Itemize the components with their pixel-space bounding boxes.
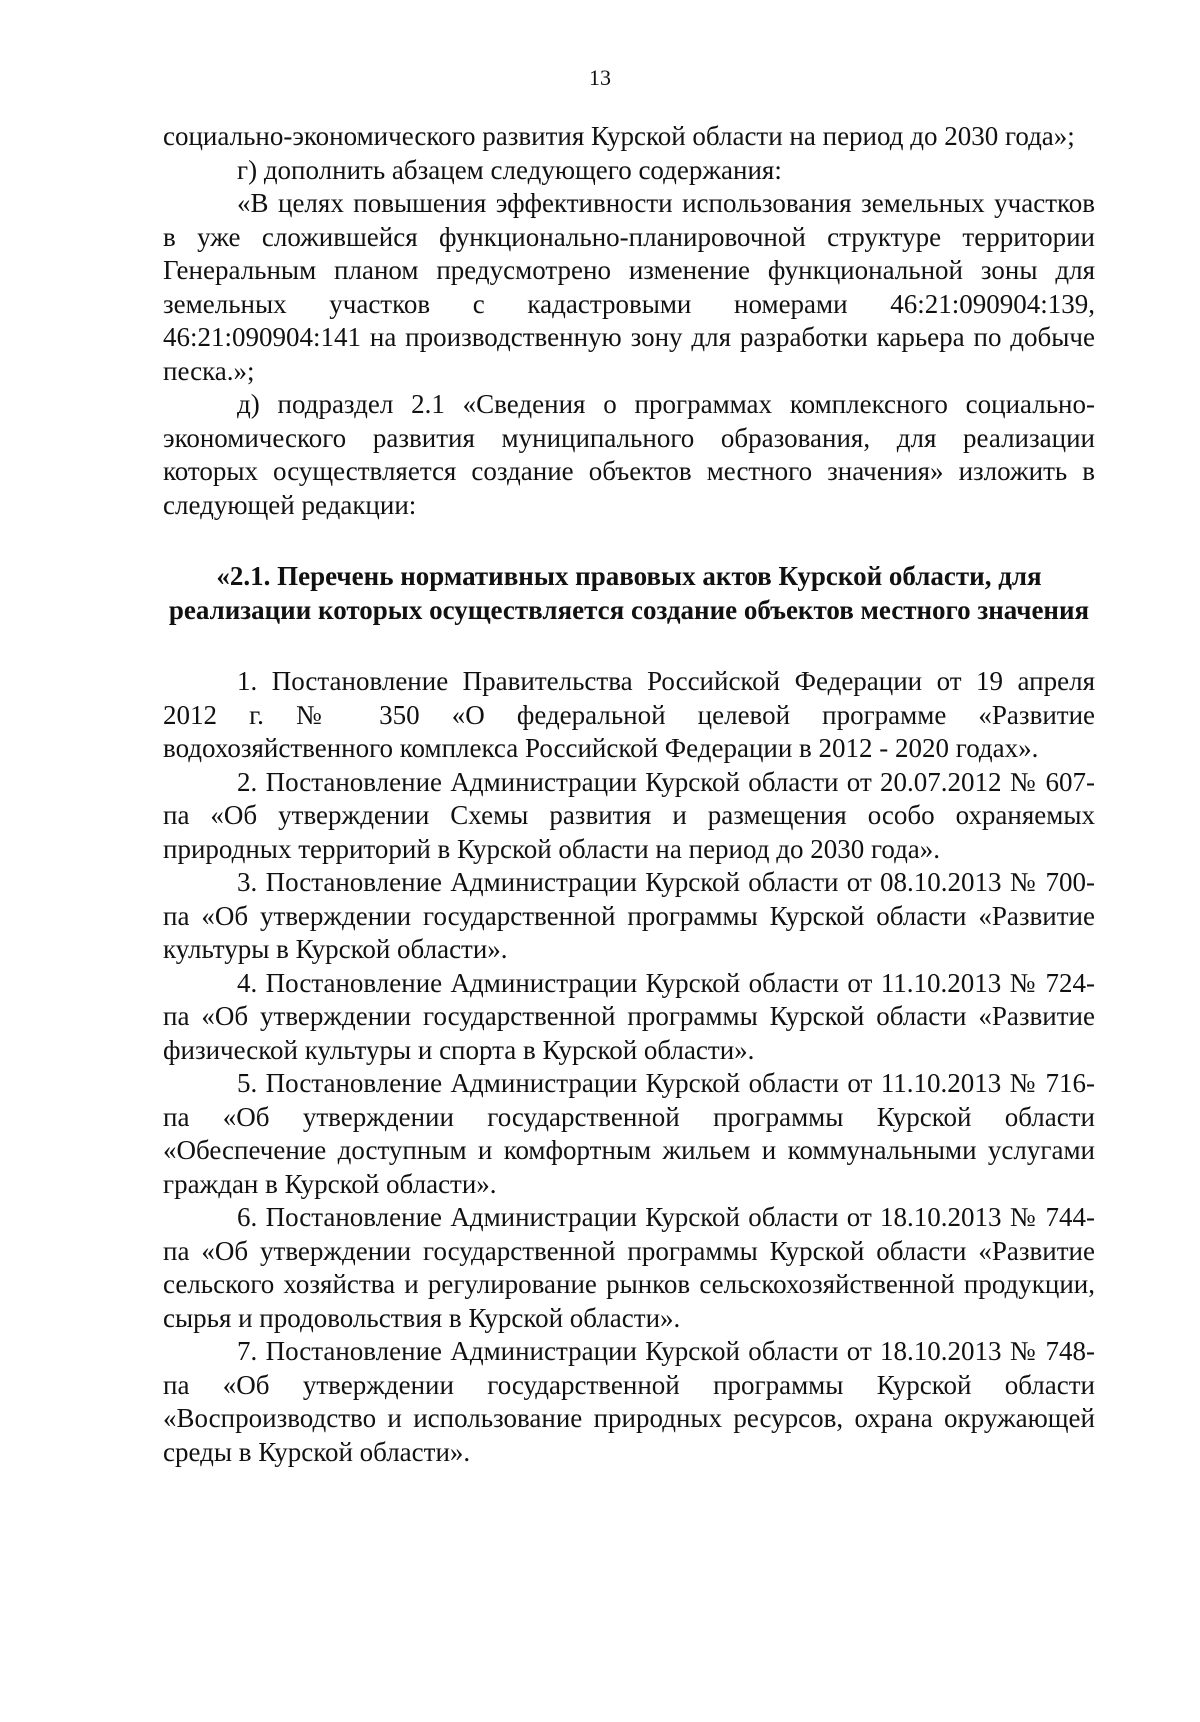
- list-item: 7. Постановление Администрации Курской области от 18.10.2013 № 748-па «Об утверждении государственной программы Курской области «Воспроизводство и использование природных ресурсов, охрана окружающей среды в Курской области».: [163, 1336, 1095, 1467]
- paragraph-item-d: д) подраздел 2.1 «Сведения о программах комплексного социально-экономического развития муниципального образования, для реализации которых осуществляется создание объектов местного значения» изложить в следующей редакции:: [163, 389, 1095, 520]
- list-item: 6. Постановление Администрации Курской области от 18.10.2013 № 744-па «Об утверждении государственной программы Курской области «Развитие сельского хозяйства и регулирование рынков сельскохозяйственной продукции, сырья и продовольствия в Курской области».: [163, 1202, 1095, 1333]
- paragraph-quote: «В целях повышения эффективности использования земельных участков в уже сложившейся функционально-планировочной структуре территории Генеральным планом предусмотрено изменение функциональной зоны для земельных участков с кадастровыми номерами 46:21:090904:139, 46:21:090904:141 на производственную зону для разработки карьера по добыче песка.»;: [163, 188, 1095, 386]
- section-heading: «2.1. Перечень нормативных правовых актов Курской области, для реализации которых осуществляется создание объектов местного значения: [168, 561, 1090, 625]
- list-item: 2. Постановление Администрации Курской области от 20.07.2012 № 607-па «Об утверждении Схемы развития и размещения особо охраняемых природных территорий в Курской области на период до 2030 года».: [163, 766, 1095, 864]
- page-number: 13: [589, 65, 611, 90]
- paragraph-item-g: г) дополнить абзацем следующего содержания:: [237, 154, 782, 185]
- paragraph-continuation: социально-экономического развития Курской области на период до 2030 года»;: [163, 121, 1075, 151]
- list-item: 5. Постановление Администрации Курской области от 11.10.2013 № 716-па «Об утверждении государственной программы Курской области «Обеспечение доступным и комфортным жильем и коммунальными услугами граждан в Курской области».: [163, 1068, 1095, 1199]
- document-body: [163, 120, 1095, 1469]
- list-item: 4. Постановление Администрации Курской области от 11.10.2013 № 724-па «Об утверждении государственной программы Курской области «Развитие физической культуры и спорта в Курской области».: [163, 967, 1095, 1065]
- list-item: 1. Постановление Правительства Российской Федерации от 19 апреля 2012 г. № 350 «О федеральной целевой программе «Развитие водохозяйственного комплекса Российской Федерации в 2012 - 2020 годах».: [163, 666, 1095, 763]
- list-item: 3. Постановление Администрации Курской области от 08.10.2013 № 700-па «Об утверждении государственной программы Курской области «Развитие культуры в Курской области».: [163, 867, 1095, 964]
